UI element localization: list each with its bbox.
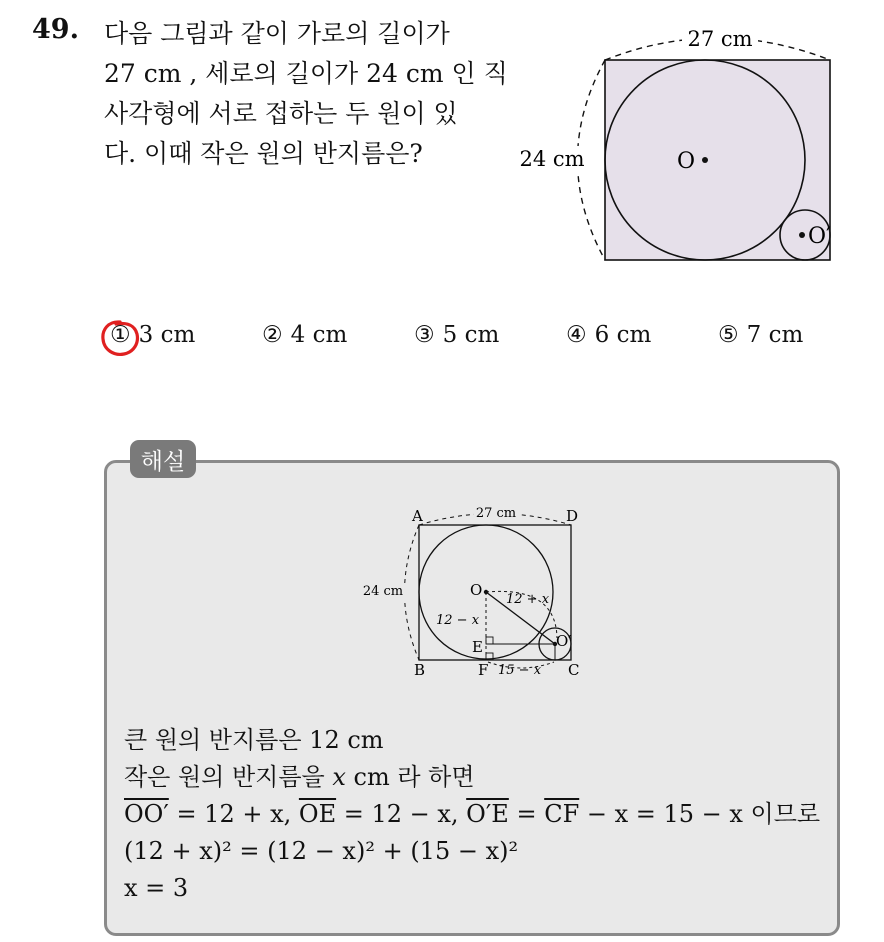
choice-mark: ④ <box>566 322 587 348</box>
problem-figure <box>510 20 850 270</box>
label-o-prime: O′ <box>556 632 572 650</box>
label-f: F <box>478 661 489 679</box>
choice-mark: ③ <box>414 322 435 348</box>
left-brace <box>405 525 420 660</box>
question-number: 49. <box>32 14 79 45</box>
question-text <box>104 14 508 174</box>
choice-3[interactable] <box>414 322 499 348</box>
question-line: 27 cm , 세로의 길이가 24 cm 인 직 <box>104 59 508 88</box>
choice-label: 4 cm <box>290 322 348 348</box>
label-b: B <box>414 661 426 679</box>
solution-text <box>124 722 820 907</box>
width-label: 27 cm <box>687 27 753 51</box>
solution-line-5: x = 3 <box>124 874 189 902</box>
label-c: C <box>568 661 580 679</box>
solution-line-4: (12 + x)² = (12 − x)² + (15 − x)² <box>124 837 519 865</box>
rectangle <box>605 60 830 260</box>
small-center-dot <box>799 232 805 238</box>
label-top: 27 cm <box>475 506 517 521</box>
label-left: 24 cm <box>362 584 404 599</box>
question-line: 다. 이때 작은 원의 반지름은? <box>104 139 423 168</box>
choice-5[interactable] <box>718 322 803 348</box>
choice-mark: ① <box>110 322 131 348</box>
question-line: 사각형에 서로 접하는 두 원이 있 <box>104 99 458 128</box>
choice-label: 3 cm <box>138 322 196 348</box>
question-line: 다음 그림과 같이 가로의 길이가 <box>104 19 450 48</box>
solution-figure <box>356 500 596 680</box>
choice-2[interactable] <box>262 322 347 348</box>
choice-4[interactable] <box>566 322 651 348</box>
small-center-label: O′ <box>808 224 832 249</box>
choice-mark: ⑤ <box>718 322 739 348</box>
label-oo: 12 + x <box>506 592 550 607</box>
big-center-dot <box>702 157 708 163</box>
label-oe: 12 − x <box>436 613 480 628</box>
label-o: O <box>470 581 483 599</box>
height-label: 24 cm <box>519 147 585 171</box>
solution-tab: 해설 <box>130 440 196 478</box>
label-e: E <box>472 638 483 656</box>
choice-mark: ② <box>262 322 283 348</box>
choice-label: 5 cm <box>442 322 500 348</box>
solution-line-1: 큰 원의 반지름은 12 cm <box>124 726 384 754</box>
big-center-label: O <box>676 149 696 174</box>
label-d: D <box>566 507 579 525</box>
label-fc: 15 − x <box>498 663 542 678</box>
answer-choices <box>100 322 860 362</box>
choice-label: 6 cm <box>594 322 652 348</box>
solution-line-3: OO′ = 12 + x, $\overline{OE} = 12 - x$, $O'E = \overline{CF} - x = 15 - x$ 이므로 <box>124 800 821 828</box>
label-a: A <box>412 507 423 525</box>
choice-label: 7 cm <box>746 322 804 348</box>
solution-line-2: 작은 원의 반지름을 x cm 라 하면 <box>124 763 475 791</box>
choice-1[interactable] <box>110 322 195 348</box>
right-angle-e <box>486 637 493 644</box>
